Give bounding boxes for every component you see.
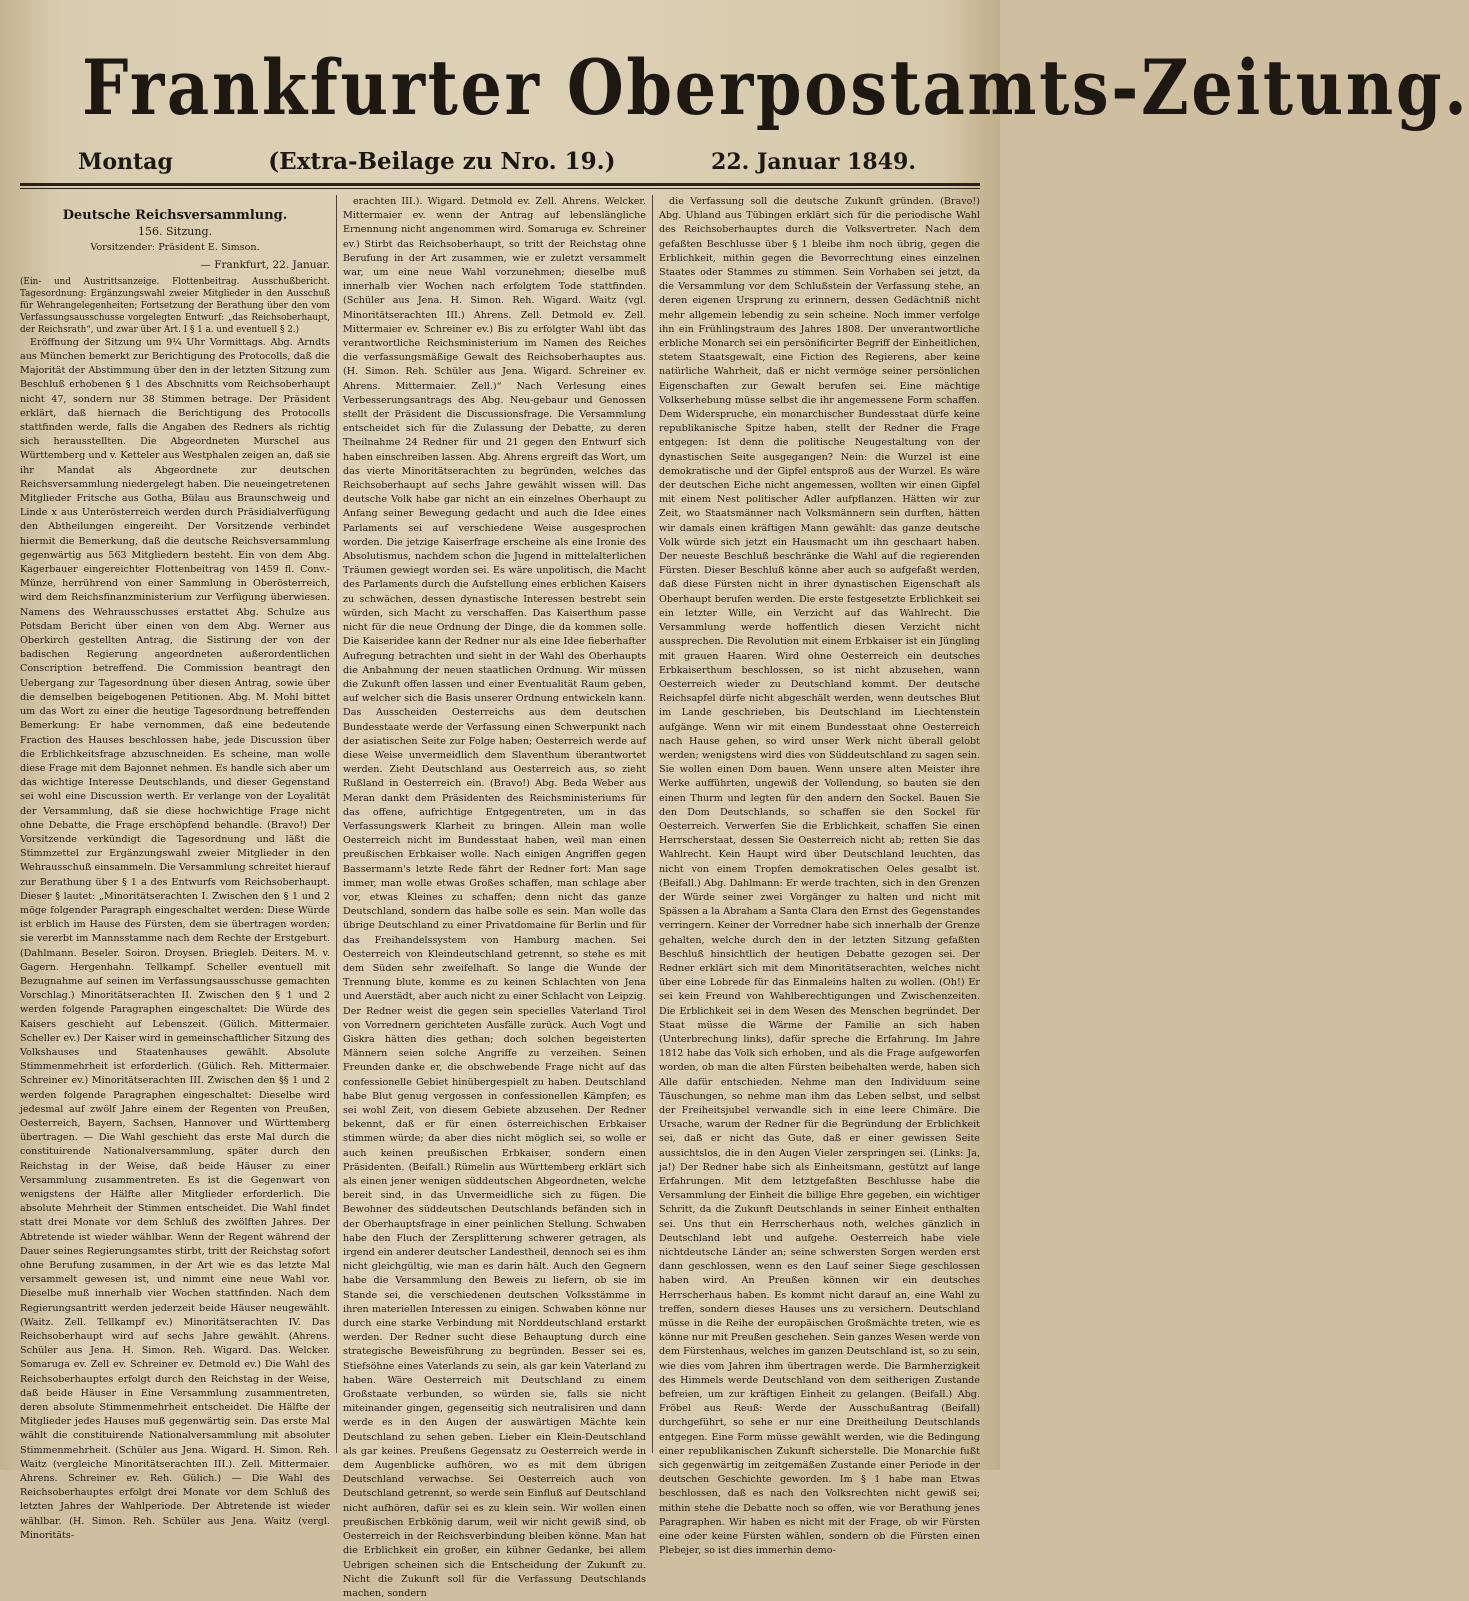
column-3-text: die Verfassung soll die deutsche Zukunft gründen. (Bravo!) Abg. Uhland aus Tübingen erklärt sich für die periodische Wahl des Reichsoberhauptes durch die Volksvertreter. Nach dem gefaßten Beschlusse über § 1 bleibe ihm noch übrig, gegen die Erblichkeit, mithin gegen die Bevorrechtung eines einzelnen Staates oder Stammes zu stimmen. Sein Vorhaben sei jetzt, da die Versammlung vor dem Schlußstein der Verfassung stehe, an deren eigenen Ursprung zu erinnern, dessen Gedächtniß nicht mehr allgemein lebendig zu sein scheine. Noch immer verfolge ihn ein Frühlingstraum des Jahres 1808. Der unverantwortliche erbliche Monarch sei ein persönificirter Begriff der Einheitlichen, stetem Staatsgewalt, eine Fiction des Regierens, aber keine natürliche Wahrheit, daß er nicht vermöge seiner persönlichen Eigenschaften zur Gewalt berufen sei. Eine mächtige Volkserhebung müsse selbst die ihr angemessene Form schaffen. Dem Widerspruche, ein monarchischer Bundesstaat dürfe keine republikanische Spitze haben, stellt der Redner die Frage entgegen: Ist denn die politische Neugestaltung von der dynastischen Seite ausgegangen? Nein: die Wurzel ist eine demokratische und der Gipfel entsproß aus der Wurzel. Es wäre der deutschen Eiche nicht angemessen, wollten wir einen Gipfel mit einem Nest politischer Adler aufpflanzen. Hätten wir zur Zeit, wo Staatsmänner nach Volksmännern sein durften, hätten wir damals einen kräftigen Mann gewählt: das ganze deutsche Volk würde sich jetzt ein Hausmacht um ihn geschaart haben. Der neueste Beschluß beschränke die Wahl auf die regierenden Fürsten. Dieser Beschluß könne aber auch so aufgefaßt werden, daß diese Fürsten nicht in ihrer dynastischen Eigenschaft als Oberhaupt berufen werden. Die erste festgesetzte Erblichkeit sei ein letzter Wille, ein Verzicht auf das Wahlrecht. Die Versammlung werde hoffentlich diesen Verzicht nicht aussprechen. Die Revolution mit einem Erbkaiser ist ein Jüngling mit grauen Haaren. Wird ohne Oesterreich ein deutsches Erbkaiserthum beschlossen, so ist nicht abzusehen, wann Oesterreich wieder zu Deutschland kommt. Der deutsche Reichsapfel dürfe nicht abgeschält werden, wenn deutsches Blut im Lande geschrieben, bis Deutschland im Liechtenstein aufgänge. Wenn wir mit einem Bundesstaat ohne Oesterreich nach Hause gehen, so wird unser Werk nicht überall gelobt werden; wenigstens wird dies von Süddeutschland zu sagen sein. Sie wollen einen Dom bauen. Wenn unsere alten Meister ihre Werke aufführten, ungewiß der Vollendung, so bauten sie den einen Thurm und legten für den andern den Sockel. Bauen Sie den Dom Deutschlands, so schaffen sie den Sockel für Oesterreich. Verwerfen Sie die Erblichkeit, schaffen Sie einen Herrscherstaat, dessen Sie Oesterreich nicht ab; retten Sie das Wahlrecht. Kein Haupt wird über Deutschland leuchten, das nicht von einem Tropfen demokratischen Oeles gesalbt ist. (Beifall.) Abg. Dahlmann: Er werde trachten, sich in den Grenzen der Würde seiner zwei Vorgänger zu halten und nicht mit Spässen a la Abraham a Santa Clara den Ernst des Gegenstandes verringern. Keiner der Vorredner habe sich innerhalb der Grenze gehalten, welche durch den in der letzten Sitzung gefaßten Beschluß hinsichtlich der heutigen Debatte gezogen sei. Der Redner erklärt sich mit dem Minoritätserachten, welches nicht über eine Lobrede für das Einmaleins halten zu wollen. (Oh!) Er sei kein Freund von Wahlberechtigungen und Zwischenzeiten. Die Erblichkeit sei in dem Wesen des Menschen begründet. Der Staat müsse die Wärme der Familie an sich haben (Unterbrechung links), dafür spreche die Erfahrung. Im Jahre 1812 habe das Volk sich erhoben, und als die Frage aufgeworfen worden, ob man die alten Fürsten beibehalten werde, haben sich Alle dafür entschieden. Nehme man den Individuum seine Täuschungen, so nehme man ihm das Leben selbst, und selbst der Freiheitsjubel verwandle sich in eine leere Chimäre. Die Ursache, warum der Redner für die Begründung der Erblichkeit sei, daß er nicht das Gute, daß er einer gewissen Seite aussichtslos, die in den Augen Vieler zerspringen sei. (Links: Ja, ja!) Der Redner habe sich als Einheitsmann, gestützt auf lange Erfahrungen. Mit dem letztgefaßten Beschlusse habe die Versammlung der Einheit die billige Ehre gegeben, ein wichtiger Schritt, da die Zukunft Deutschlands in seiner Einheit enthalten sei. Uns thut ein Herrscherhaus noth, welches gänzlich in Deutschland lebt und aufgehe. Oesterreich habe viele nichtdeutsche Länder an; seine schwersten Sorgen werden erst dann geschlossen, wenn es den Lauf seiner Siege geschlossen haben wird. An Preußen können wir ein deutsches Herrscherhaus haben. Es kommt nicht darauf an, eine Wahl zu treffen, sondern dieses Hauses uns zu versichern. Deutschland müsse in die Reihe der europäischen Großmächte treten, wie es könne nur mit Preußen geschehen. Sein ganzes Wesen werde von dem Fürstenhaus, welches im ganzen Deutschland ist, so zu sein, wie dies vom Jahren ihm übertragen werde. Die Barmherzigkeit des Himmels werde Deutschland von dem seitherigen Zustande befreien, um zur kräftigen Einheit zu gelangen. (Beifall.) Abg. Fröbel aus Reuß: Werde der Ausschußantrag (Beifall) durchgeführt, so sehe er nur eine Dreitheilung Deutschlands entgegen. Eine Form müsse gewählt werden, wie die Bedingung einer republikanischen Zukunft sicherstelle. Die Monarchie fußt sich gegenwärtig im zeitgemäßen Zustande einer Periode in der deutschen Geschichte geworden. Im § 1 habe man Etwas beschlossen, daß es nach den Volksrechten nicht gewiß sei; mithin stehe die Debatte noch so offen, wie vor Berathung jenes Paragraphen. Wir haben es nicht mit der Frage, ob wir Fürsten eine oder keine Fürsten wählen, sondern ob die Fürsten einen Plebejer, so ist dies immerhin demo- [659,196,980,1557]
chair-line: Vorsitzender: Präsident E. Simson. [90,242,260,254]
section-title: Deutsche Reichsversammlung. [62,208,288,223]
issue-date: 22. Januar 1849. [711,149,916,175]
article-columns [14,195,986,1599]
dateline [78,148,916,175]
sitting-number: 156. Sitzung. [138,225,212,239]
place-date-line: — Frankfurt, 22. Januar. [200,258,330,271]
header-rule-thin [20,188,980,189]
column-1 [14,195,336,1541]
column-2 [336,195,652,1599]
weekday: Montag [78,149,173,175]
agenda-text: (Ein- und Austrittsanzeige. Flottenbeitrag. Ausschußbericht. Tagesordnung: Ergänzungswahl zweier Mitglieder in den Ausschuß für Wehrangelegenheiten; Fortsetzung der Berathung über den vom Verfassungsausschusse vorgelegten Entwurf: „das Reichsoberhaupt, der Reichsrath“, und zwar über Art. I § 1 a. und eventuell § 2.) [20,276,330,335]
masthead-title: Frankfurter Oberpostamts-Zeitung. [82,43,1469,132]
supplement-label: (Extra-Beilage zu Nro. 19.) [268,148,616,175]
header-rule [20,183,980,186]
column-3 [652,195,986,1557]
column-2-text: erachten III.). Wigard. Detmold ev. Zell. Ahrens. Welcker. Mittermaier ev. wenn der Antrag auf lebenslängliche Ernennung nicht angenommen wird. Somaruga ev. Schreiner ev.) Stirbt das Reichsoberhaupt, so tritt der Reichstag ohne Berufung in der Art zusammen, wie er zuletzt versammelt war, um eine neue Wahl vorzunehmen; dieselbe muß innerhalb vier Wochen nach erfolgtem Tode stattfinden. (Schüler aus Jena. H. Simon. Reh. Wigard. Waitz (vgl. Minoritätserachten III.) Ahrens. Zell. Detmold ev. Zell. Mittermaier ev. Schreiner ev.) Bis zu erfolgter Wahl übt das verantwortliche Reichsministerium im Namen des Reiches die verfassungsmäßige Gewalt des Reichsoberhauptes aus. (H. Simon. Reh. Schüler aus Jena. Wigard. Schreiner ev. Ahrens. Mittermaier. Zell.)“ Nach Verlesung eines Verbesserungsantrags des Abg. Neu-gebaur und Genossen stellt der Präsident die Discussionsfrage. Die Versammlung entscheidet sich für die Zulassung der Debatte, zu deren Theilnahme 24 Redner für und 21 gegen den Entwurf sich haben einschreiben lassen. Abg. Ahrens ergreift das Wort, um das vierte Minoritätserachten zu begründen, welches das Reichsoberhaupt auf sechs Jahre gewählt wissen will. Das deutsche Volk habe gar nicht an ein einzelnes Oberhaupt zu Anfang seiner Bewegung gedacht und auch die Idee eines Parlaments sei auf verschiedene Weise ausgesprochen worden. Die jetzige Kaiserfrage erscheine als eine Ironie des Absolutismus, nachdem schon die Jugend in mittelalterlichen Träumen gewiegt worden sei. Es wäre unpolitisch, die Macht des Parlaments durch die Aufstellung eines erblichen Kaisers zu schwächen, dessen dynastische Interessen bestrebt sein würden, sich Macht zu verschaffen. Das Kaiserthum passe nicht für die neue Ordnung der Dinge, die da kommen solle. Die Kaiseridee kann der Redner nur als eine Idee fieberhafter Aufregung betrachten und sieht in der Wahl des Oberhaupts die Anbahnung der neuen staatlichen Ordnung. Wir müssen die Zukunft offen lassen und einer Eventualität Raum geben, auf welcher sich die Basis unserer Ordnung entwickeln kann. Das Ausscheiden Oesterreichs aus dem deutschen Bundesstaate werde der Verfassung einen Schwerpunkt nach der asiatischen Seite zur Folge haben; Oesterreich werde auf diese Weise unvermeidlich dem Slaventhum überantwortet werden. Zieht Deutschland aus Oesterreich aus, so zieht Rußland in Oesterreich ein. (Bravo!) Abg. Beda Weber aus Meran dankt dem Präsidenten des Reichsministeriums für das offene, aufrichtige Entgegentreten, um in das Verfassungswerk Klarheit zu bringen. Allein man wolle Oesterreich nicht im Bundesstaat haben, weil man einen preußischen Erbkaiser wolle. Nach einigen Angriffen gegen Bassermann's letzte Rede fährt der Redner fort: Man sage immer, man wolle etwas Großes schaffen, man schlage aber vor, etwas Kleines zu schaffen; denn nicht das ganze Deutschland, sondern das halbe solle es sein. Man wolle das übrige Deutschland zu einer Privatdomaine für Berlin und für das Freihandelssystem von Hamburg machen. Sei Oesterreich von Kleindeutschland getrennt, so stehe es mit dem Süden sehr zweifelhaft. So lange die Wunde der Trennung blute, komme es zu keinen Schlachten von Jena und Auerstädt, aber auch nicht zu einer Schlacht von Leipzig. Der Redner weist die gegen sein specielles Vaterland Tirol von Vorrednern gerichteten Ausfälle zurück. Auch Vogt und Giskra hätten dies gethan; doch solchen begeisterten Männern seien solche Angriffe zu verzeihen. Seinen Freunden danke er, die obschwebende Frage nicht auf das confessionelle Gebiet hinübergespielt zu haben. Deutschland habe Blut genug vergossen in confessionellen Kämpfen; es sei wohl Zeit, von diesem Gebiete abzusehen. Der Redner bekennt, daß er für einen österreichischen Erbkaiser stimmen würde; da aber dies nicht möglich sei, so wolle er auch keinen preußischen Erbkaiser, sondern einen Präsidenten. (Beifall.) Rümelin aus Württemberg erklärt sich als einen jener wenigen süddeutschen Abgeordneten, welche bereit sind, in das Unvermeidliche sich zu fügen. Die Bewohner des süddeutschen Deutschlands befänden sich in der Oberhauptsfrage in einer peinlichen Stellung. Schwaben habe den Fluch der Zersplitterung schwerer getragen, als irgend ein anderer deutscher Landestheil, dennoch sei es ihm nicht gleichgültig, wie man es darin hält. Auch den Gegnern habe die Versammlung den Beweis zu liefern, ob sie im Stande sei, die verschiedenen deutschen Volksstämme in ihren materiellen Interessen zu einigen. Schwaben könne nur durch eine starke Verbindung mit Norddeutschland erstarkt werden. Der Redner sucht diese Behauptung durch eine strategische Beweisführung zu begründen. Besser sei es, Stiefsöhne eines Vaterlands zu sein, als gar kein Vaterland zu haben. Wäre Oesterreich mit Deutschland zu einem Großstaate verbunden, so würden sie, falls sie nicht miteinander gingen, gegenseitig sich neutralisiren und dann werde es in den Augen der auswärtigen Mächte kein Deutschland zu sehen geben. Lieber ein Klein-Deutschland als gar keines. Preußens Gegensatz zu Oesterreich werde in dem Augenblicke aufhören, wo es mit dem übrigen Deutschland verwachse. Sei Oesterreich auch von Deutschland getrennt, so werde sein Einfluß auf Deutschland nicht aufhören, dafür sei es zu klein sein. Wir wollen einen preußischen Erbkönig darum, weil wir nicht gewiß sind, ob Oesterreich in der Reichsverbindung bleiben könne. Man hat die Erblichkeit ein großer, ein kühner Gedanke, bei allem Uebrigen scheinen sich die Entscheidung der Zukunft zu. Nicht die Zukunft soll für die Verfassung Deutschlands machen, sondern [343,196,646,1599]
column-1-text: Eröffnung der Sitzung um 9¼ Uhr Vormittags. Abg. Arndts aus München bemerkt zur Berichtigung des Protocolls, daß die Majorität der Abstimmung über den in der letzten Sitzung zum Beschluß erhobenen § 1 des Abschnitts vom Reichsoberhaupt nicht 47, sondern nur 38 Stimmen betrage. Der Präsident erklärt, daß hiernach die Berichtigung des Protocolls stattfinden werde, falls die Angaben des Redners als richtig sich herausstellten. Die Abgeordneten Murschel aus Württemberg und v. Ketteler aus Westphalen zeigen an, daß sie ihr Mandat als Abgeordnete zur deutschen Reichsversammlung niedergelegt haben. Die neueingetretenen Mitglieder Fritsche aus Gotha, Bülau aus Braunschweig und Linde x aus Unterösterreich werden durch Präsidialverfügung den Abtheilungen eingereiht. Der Vorsitzende verbindet hiermit die Bemerkung, daß die deutsche Reichsversammlung gegenwärtig aus 563 Mitgliedern besteht. Ein von dem Abg. Kagerbauer eingereichter Flottenbeitrag von 1459 fl. Conv.-Münze, herrührend von einer Sammlung in Oberösterreich, wird dem Reichsfinanzministerium zur Verfügung überwiesen. Namens des Wehrausschusses erstattet Abg. Schulze aus Potsdam Bericht über einen von dem Abg. Werner aus Oberkirch gestellten Antrag, die Sistirung der von der badischen Regierung angeordneten außerordentlichen Conscription betreffend. Die Commission beantragt den Uebergang zur Tagesordnung über diesen Antrag, sowie über die demselben beigebogenen Petitionen. Abg. M. Mohl bittet um das Wort zu einer die heutige Tagesordnung betreffenden Bemerkung: Er habe vernommen, daß eine bedeutende Fraction des Hauses beschlossen habe, jede Discussion über die Erblichkeitsfrage abzuschneiden. Es scheine, man wolle diese Frage mit dem Bajonnet nehmen. Es handle sich aber um das wichtige Interesse Deutschlands, und dieser Gegenstand sei wohl eine Discussion werth. Er verlange von der Loyalität der Versammlung, daß sie diese hochwichtige Frage nicht ohne Debatte, die Frage erschöpfend behandle. (Bravo!) Der Vorsitzende verkündigt die Tagesordnung und läßt die Stimmzettel zur Ergänzungswahl zweier Mitglieder in den Wehrausschuß einsammeln. Die Versammlung schreitet hierauf zur Berathung über § 1 a des Entwurfs vom Reichsoberhaupt. Dieser § lautet: „Minoritätserachten I. Zwischen den § 1 und 2 möge folgender Paragraph eingeschaltet werden: Diese Würde ist erblich im Hause des Fürsten, dem sie übertragen worden; sie vererbt im Mannsstamme nach dem Rechte der Erstgeburt. (Dahlmann. Beseler. Soiron. Droysen. Briegleb. Deiters. M. v. Gagern. Hergenhahn. Tellkampf. Scheller eventuell mit Bezugnahme auf seinen im Verfassungsausschusse gemachten Vorschlag.) Minoritätserachten II. Zwischen den § 1 und 2 werden folgende Paragraphen eingeschaltet: Die Würde des Kaisers geschieht auf Lebenszeit. (Gülich. Mittermaier. Scheller ev.) Der Kaiser wird in gemeinschaftlicher Sitzung des Volkshauses und Staatenhauses gewählt. Absolute Stimmenmehrheit ist erforderlich. (Gülich. Reh. Mittermaier. Schreiner ev.) Minoritätserachten III. Zwischen den §§ 1 und 2 werden folgende Paragraphen eingeschaltet: Dieselbe wird jedesmal auf zwölf Jahre einem der Regenten von Preußen, Oesterreich, Bayern, Sachsen, Hannover und Württemberg übertragen. — Die Wahl geschieht das erste Mal durch die constituirende Nationalversammlung, später durch den Reichstag in der Weise, daß beide Häuser zu einer Versammlung zusammentreten. Es ist die Gegenwart von wenigstens der Hälfte aller Mitglieder erforderlich. Die absolute Mehrheit der Stimmen entscheidet. Die Wahl findet statt drei Monate vor dem Schluß des zwölften Jahres. Der Abtretende ist wieder wählbar. Wenn der Regent während der Dauer seines Regierungsamtes stirbt, tritt der Reichstag sofort ohne Berufung zusammen, in der Art wie es das letzte Mal versammelt gewesen ist, und nimmt eine neue Wahl vor. Dieselbe muß innerhalb vier Wochen stattfinden. Nach dem Regierungsantritt werden jederzeit beide Häuser neugewählt. (Waitz. Zell. Tellkampf ev.) Minoritätserachten IV. Das Reichsoberhaupt wird auf sechs Jahre gewählt. (Ahrens. Schüler aus Jena. H. Simon. Reh. Wigard. Das. Welcker. Somaruga ev. Zell ev. Schreiner ev. Detmold ev.) Die Wahl des Reichsoberhauptes erfolgt durch den Reichstag in der Weise, daß beide Häuser in Eine Versammlung zusammentreten, deren absolute Stimmenmehrheit entscheidet. Die Hälfte der Mitglieder jedes Hauses muß gegenwärtig sein. Das erste Mal wählt die constituirende Nationalversammlung mit absoluter Stimmenmehrheit. (Schüler aus Jena. Wigard. H. Simon. Reh. Waitz (vergleiche Minoritätserachten III.). Zell. Mittermaier. Ahrens. Schreiner ev. Reh. Gülich.) — Die Wahl des Reichsoberhauptes erfolgt drei Monate vor dem Schluß des letzten Jahres der Wahlperiode. Der Abtretende ist wieder wählbar. (H. Simon. Reh. Schüler aus Jena. Waitz (vergl. Minoritäts- [20,336,330,1541]
